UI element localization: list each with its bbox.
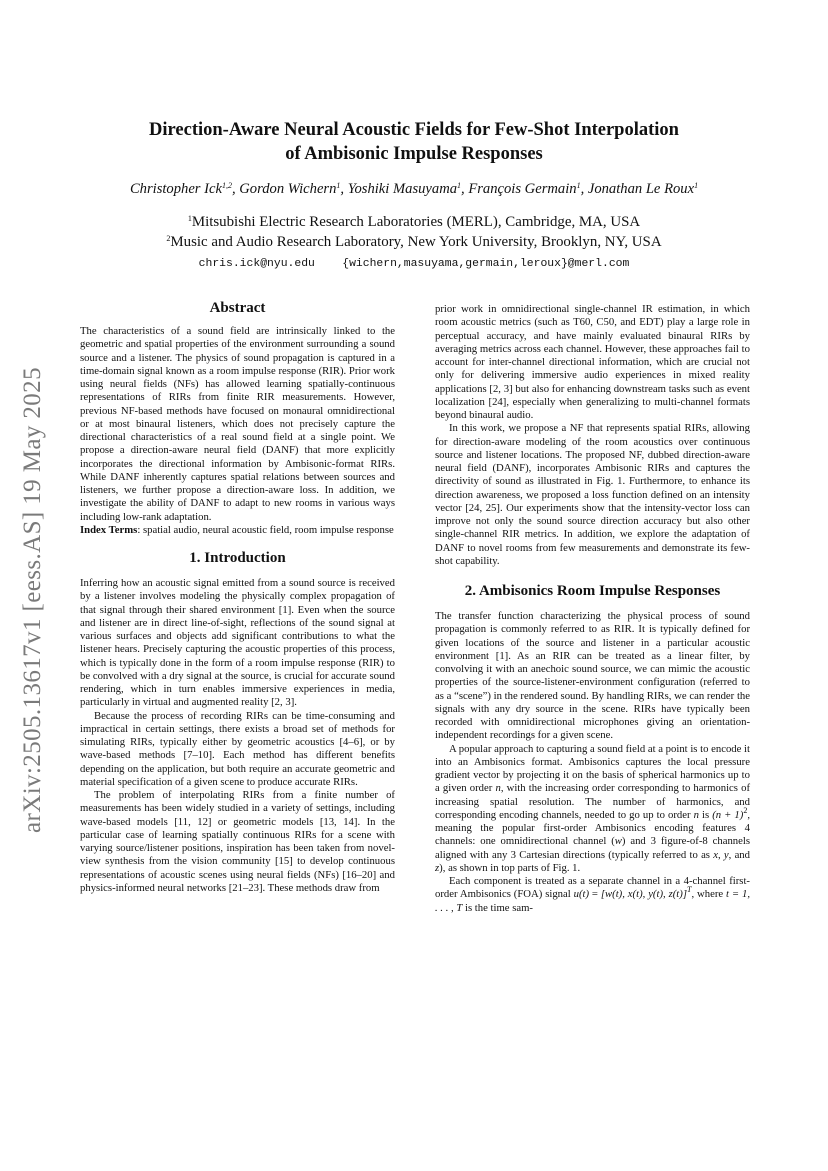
index-terms-label: Index Terms [80, 523, 138, 536]
author-affiliation-mark: 1 [457, 181, 462, 190]
intro-continuation: prior work in omnidirectional single-channel IR estimation, in which room acoustic metrics (such as T60, C50, and EDT) play a large role in perceptual accuracy, and have mainly evaluated binaural RIRs by averaging metrics across each channel. However, these approaches fail to account for inter-channel directional information, which are crucial not only for delivering immersive audio experiences in mixed reality applications [2, 3] but also for enhancing downstream tasks such as event localization [24], especially when generalizing to multi-channel formats beyond binaural audio. [435, 303, 750, 421]
intro-paragraph-3: The problem of interpolating RIRs from a finite number of measurements has been widely studied in a variety of settings, including wave-based models [11, 12] or geometric models [13, 14]. In the particular case of learning spatially continuous RIRs for a scene with varying source/listener positions, inspiration has been taken from novel-view synthesis from the vision community [15] to develop continuous representations of acoustic scenes using neural fields (NFs) [16–20] and physics-informed neural networks [21–23]. These methods draw from [80, 789, 395, 894]
author-name: Gordon Wichern [239, 181, 337, 197]
left-column [80, 299, 395, 895]
affiliation-mark: 2 [166, 234, 171, 243]
ambisonics-paragraph-1: The transfer function characterizing the physical process of sound propagation is commonly referred to as RIR. It is typically defined for given locations of the source and listener in a particular acoustic environment [1]. As an RIR can be treated as a linear filter, by convolving it with an anechoic sound source, we can mimic the acoustic properties of the source-listener-environment configuration (referred to as a “scene”) in the rendered sound. By handling RIRs, we can render the signals with any dry source in the scene. RIRs have typically been recorded with omnidirectional microphones giving an orientation-independent recordings for a given scene. [435, 610, 750, 742]
intro-paragraph-1: Inferring how an acoustic signal emitted from a sound source is received by a listener involves modeling the physically complex propagation of that signal through their shared environment [1]. Even when the source and listener are in direct line-of-sight, reflections of the sound signal at various surfaces and objects add significant contributions to what the listener hears. Precisely capturing the acoustic properties of this process, which is typically done in the form of a room impulse response (RIR) to be convolved with a dry signal at the source, is crucial for accurate sound rendering, which in turn enables immersive experiences in media, particularly in virtual and augmented reality [2, 3]. [80, 577, 395, 709]
author-list: Christopher Ick$^{1,2}$, Gordon Wichern$^1$, Yoshiki Masuyama$^1$, François Germain$^1$, Jonathan Le Roux$^1$ [129, 181, 699, 197]
affiliation-text: Mitsubishi Electric Research Laboratories (MERL), Cambridge, MA, USA [191, 214, 641, 230]
affiliation-text: Music and Audio Research Laboratory, New York University, Brooklyn, NY, USA [170, 234, 662, 250]
section-2-heading: 2. Ambisonics Room Impulse Responses [464, 583, 721, 599]
paper-title [80, 118, 748, 166]
author-affiliation-mark: 1 [576, 181, 581, 190]
affiliation-1 [60, 214, 768, 231]
arxiv-stamp [8, 330, 58, 870]
intro-paragraph-4: In this work, we propose a NF that represents spatial RIRs, allowing for direction-aware modeling of the room acoustics over continuous source and listener locations. The proposed NF, dubbed direction-aware neural field (DANF), incorporates Ambisonic RIRs and captures the directivity of sound as illustrated in Fig. 1. Furthermore, to enhance its direction awareness, we proposed a loss function defined on an intensity vector [24, 25]. Our experiments show that the intensity-vector loss can improve not only the sound source direction accuracy but also other single-channel RIR metrics. In addition, we explore the adaptation of DANF to novel rooms from few measurements and demonstrate its few-shot capability. [435, 422, 750, 567]
index-terms-text: : spatial audio, neural acoustic field, room impulse response [137, 523, 394, 536]
author-affiliation-mark: 1 [694, 181, 699, 190]
abstract-text: The characteristics of a sound field are intrinsically linked to the geometric and spatial properties of the environment surrounding a sound source and a listener. The physics of sound propagation is captured in a time-domain signal known as a room impulse response (RIR). Prior work using neural fields (NFs) has allowed learning spatially-continuous representations of RIRs from finite RIR measurements. However, previous NF-based methods have focused on monaural omnidirectional or at most binaural listeners, which does not precisely capture the directional characteristics of a real sound field at a single point. We propose a direction-aware neural field (DANF) that more explicitly incorporates the directional information by Ambisonic-format RIRs. While DANF inherently captures spatial relations between sources and listeners, we further propose a direction-aware loss. In addition, we investigate the ability of DANF to adapt to new rooms in various ways including low-rank adaptation. [80, 325, 395, 523]
index-terms [80, 524, 395, 537]
author-name: Jonathan Le Roux [587, 181, 695, 197]
abstract-heading: Abstract [209, 300, 266, 316]
ambisonics-paragraph-2: A popular approach to capturing a sound field at a point is to encode it into an Ambisonics format. Ambisonics captures the local pressure gradient vector by projecting it on the basis of spherical harmonics up to a given order n, with the increasing order corresponding to harmonics of increasing spatial resolution. The number of harmonics, and corresponding encoding channels, needed to go up to order n is $(n + 1)^2$, meaning the popular first-order Ambisonics encoding features 4 channels: one omnidirectional channel (w) and 3 figure-of-8 channels aligned with any 3 Cartesian directions (typically referred to as x, y, and z), as shown in top parts of Fig. 1. [435, 742, 750, 874]
intro-paragraph-2: Because the process of recording RIRs can be time-consuming and impractical in certain settings, there exists a broad set of methods for simulating RIRs, typically either by geometric acoustics [4–6], or by wave-based methods [7–10]. Each method has different benefits depending on the application, but both require an accurate geometric and material specification of a given scene to produce accurate RIRs. [80, 709, 395, 788]
author-affiliation-mark: 1,2 [221, 181, 232, 190]
author-name: Yoshiki Masuyama [347, 181, 458, 197]
section-1-heading: 1. Introduction [189, 550, 286, 566]
affiliation-mark: 1 [187, 214, 192, 223]
right-column [435, 303, 750, 915]
arxiv-stamp-text: arXiv:2505.13617v1 [eess.AS] 19 May 2025 [19, 367, 46, 833]
title-line-2: of Ambisonic Impulse Responses [285, 144, 543, 164]
email-second: {wichern,masuyama,germain,leroux}@merl.com [342, 258, 630, 270]
title-line-1: Direction-Aware Neural Acoustic Fields for Few-Shot Interpolation [149, 120, 679, 140]
author-emails [60, 258, 768, 270]
author-name: François Germain [468, 181, 577, 197]
ambisonics-paragraph-3: Each component is treated as a separate channel in a 4-channel first-order Ambisonics (FOA) signal u(t) = [w(t), x(t), y(t), z(t)]$^T$, where t = 1, . . . , T is the time sam- [435, 875, 750, 914]
email-first: chris.ick@nyu.edu [198, 258, 315, 270]
affiliation-2 [60, 234, 768, 251]
author-name: Christopher Ick [129, 181, 222, 197]
author-affiliation-mark: 1 [336, 181, 341, 190]
